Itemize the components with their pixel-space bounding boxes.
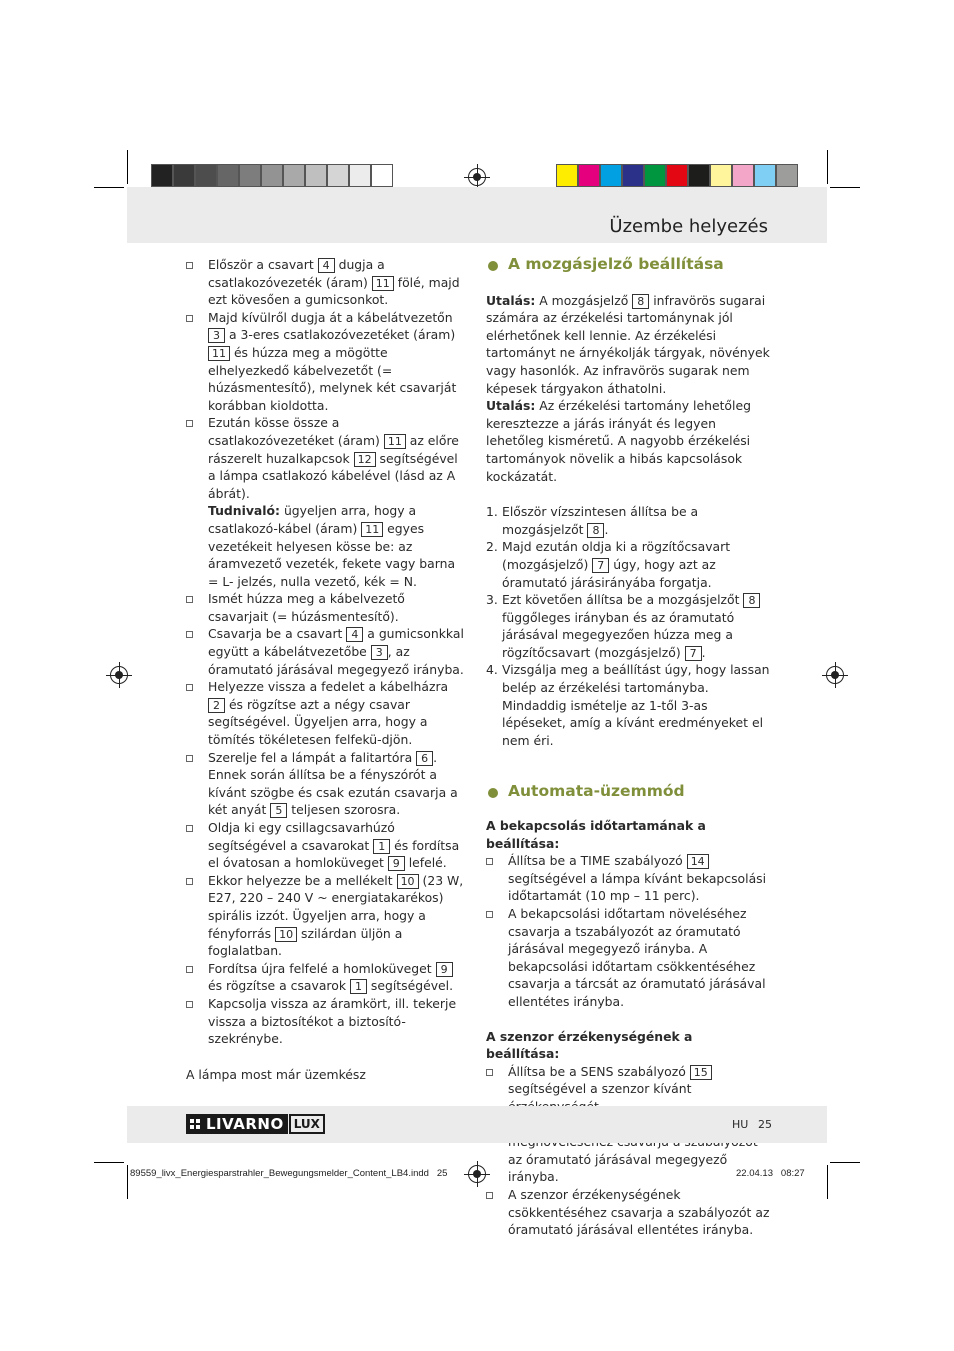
- part-reference-number: 5: [270, 803, 287, 818]
- bold-label: Utalás:: [486, 398, 536, 414]
- part-reference-number: 10: [275, 927, 297, 942]
- registration-mark-icon: [468, 168, 486, 186]
- part-reference-number: 14: [687, 854, 709, 869]
- part-reference-number: 11: [361, 522, 383, 537]
- color-swatch: [195, 164, 217, 187]
- bullet-icon: [488, 788, 498, 798]
- crop-mark: [827, 1165, 828, 1199]
- section-title-motion-sensor: A mozgásjelző beállítása: [486, 256, 770, 274]
- color-swatch: [644, 164, 666, 187]
- list-item: Állítsa be a TIME szabályozó 14 segítségével a lámpa kívánt bekapcsolási időtartamát (10 mp – 11 perc).: [486, 852, 770, 905]
- color-swatch: [776, 164, 798, 187]
- numbered-item: 3. Ezt követően állítsa be a mozgásjelzőt 8 függőleges irányban és az óramutató járásával megegyezően húzza meg a rögzítőcsavart (mozgásjelző) 7 .: [486, 591, 770, 661]
- color-swatch: [732, 164, 754, 187]
- checkbox-bullet-icon: [186, 315, 193, 322]
- item-number: 2.: [486, 539, 498, 555]
- list-item: az óramutató járásával megegyező irányba.: [486, 1116, 770, 1186]
- color-swatch: [622, 164, 644, 187]
- checkbox-bullet-icon: [186, 966, 193, 973]
- color-swatch: [578, 164, 600, 187]
- item-number: 3.: [486, 592, 498, 608]
- part-reference-number: 8: [587, 523, 604, 538]
- part-reference-number: 9: [388, 856, 405, 871]
- notes: [486, 292, 770, 486]
- part-reference-number: 7: [685, 646, 702, 661]
- closing-text: A lámpa most már üzemkész: [186, 1066, 366, 1082]
- subsection-title-duration: A bekapcsolás időtartamának a beállítása:: [486, 818, 706, 851]
- part-reference-number: 9: [436, 962, 453, 977]
- note-paragraph: Utalás: Az érzékelési tartomány lehetőleg keresztezze a járás irányát és legyen lehetőleg kisméretű. A nagyobb érzékelési tartományok növelik a hibás kapcsolások kockázatát.: [486, 398, 751, 484]
- checkbox-bullet-icon: [486, 1192, 493, 1199]
- list-item: Csavarja be a csavart 4 a gumicsonkkal együtt a kábelátvezetőbe 3 , az óramutató járásával megegyező irányba.: [186, 625, 468, 678]
- part-reference-number: 1: [373, 839, 390, 854]
- checkbox-bullet-icon: [186, 684, 193, 691]
- numbered-steps: [486, 503, 770, 749]
- part-reference-number: 4: [346, 627, 363, 642]
- list-item: Helyezze vissza a fedelet a kábelházra 2 és rögzítse azt a négy csavar segítségével. Ügyeljen arra, hogy a tömítés tökéletesen felfekü-djön.: [186, 678, 468, 748]
- list-item: Ezután kösse össze a csatlakozóvezetéket (áram) 11 az előre rászerelt huzalkapcsok 12 segítségével a lámpa csatlakozó kábelével (lásd az A ábrát).: [186, 414, 468, 502]
- page-number: 25: [758, 1118, 772, 1131]
- sensitivity-steps: [486, 1063, 770, 1239]
- color-swatch: [217, 164, 239, 187]
- part-reference-number: 8: [743, 593, 760, 608]
- part-reference-number: 7: [592, 558, 609, 573]
- crop-mark: [127, 150, 128, 184]
- part-reference-number: 11: [384, 434, 406, 449]
- logo-squares-icon: [190, 1119, 200, 1129]
- part-reference-number: 10: [397, 874, 419, 889]
- checkbox-bullet-icon: [186, 420, 193, 427]
- checkbox-bullet-icon: [186, 878, 193, 885]
- part-reference-number: 1: [350, 979, 367, 994]
- color-swatch: [327, 164, 349, 187]
- note-paragraph: Utalás: A mozgásjelző 8 infravörös sugarai számára az érzékelési tartománynak jól elérhetőnek kell lennie. Az érzékelési tartományt ne árnyékolják tárgyak, növények vagy hasonlók. Az infravörös sugarak nem képesek tárgyakon áthatolni.: [486, 292, 770, 396]
- duration-steps: [486, 852, 770, 1010]
- list-item: Ekkor helyezze be a mellékelt 10 (23 W, E27, 220 – 240 V ~ energiatakarékos) spirális izzót. Ügyeljen arra, hogy a fényforrás 10 szilárdan üljön a foglalatban.: [186, 872, 468, 960]
- slug-filename: 89559_livx_Energiesparstrahler_Bewegungsmelder_Content_LB4.indd 25: [130, 1168, 448, 1179]
- part-reference-number: 15: [690, 1065, 712, 1080]
- color-swatch: [371, 164, 393, 187]
- color-swatch: [305, 164, 327, 187]
- right-column: [486, 256, 770, 1239]
- page-title: Üzembe helyezés: [609, 216, 768, 237]
- color-swatch: [754, 164, 776, 187]
- part-reference-number: 3: [371, 645, 388, 660]
- list-item: Tudnivaló: ügyeljen arra, hogy a csatlakozó-kábel (áram) 11 egyes vezetékeit helyesen kösse be: az áramvezető vezeték, fekete vagy barna = L- jelzés, nulla vezető, kék = N.: [208, 503, 456, 589]
- list-item: Szerelje fel a lámpát a falitartóra 6 . Ennek során állítsa be a fényszórót a kívánt szögbe és csak ezután csavarja a két anyát 5 teljesen szorosra.: [186, 749, 468, 819]
- list-item: Fordítsa újra felfelé a homloküveget 9 és rögzítse a csavarok 1 segítségével.: [186, 960, 468, 995]
- checkbox-bullet-icon: [486, 858, 493, 865]
- part-reference-number: 3: [208, 328, 225, 343]
- color-swatch: [239, 164, 261, 187]
- crop-mark: [830, 187, 860, 188]
- bold-label: Utalás:: [486, 292, 536, 308]
- part-reference-number: 12: [354, 452, 376, 467]
- color-swatch: [666, 164, 688, 187]
- subsection-title-sensitivity: A szenzor érzékenységének a beállítása:: [486, 1028, 693, 1062]
- checkbox-bullet-icon: [186, 596, 193, 603]
- color-swatch: [173, 164, 195, 187]
- bold-label: Tudnivaló:: [208, 503, 281, 519]
- list-item: Állítsa be a SENS szabályozó 15 segítségével a szenzor kívánt: [486, 1063, 770, 1116]
- checkbox-bullet-icon: [486, 911, 493, 918]
- part-reference-number: 11: [208, 346, 230, 361]
- color-swatch: [261, 164, 283, 187]
- registration-mark-icon: [110, 666, 128, 684]
- color-swatch: [349, 164, 371, 187]
- checkbox-bullet-icon: [186, 825, 193, 832]
- item-number: 4.: [486, 662, 498, 678]
- list-item: Ismét húzza meg a kábelvezető csavarjait (= húzásmentesítő).: [186, 590, 468, 625]
- checkbox-bullet-icon: [186, 262, 193, 269]
- checkbox-bullet-icon: [186, 631, 193, 638]
- color-swatch: [556, 164, 578, 187]
- list-item: Először a csavart 4 dugja a csatlakozóvezeték (áram) 11 fölé, majd ezt kövesően a gumicsonkot.: [186, 256, 468, 309]
- crop-mark: [827, 150, 828, 184]
- slug-date: 22.04.13 08:27: [736, 1168, 805, 1179]
- section-title-auto-mode: Automata-üzemmód: [486, 783, 770, 801]
- crop-mark: [830, 1162, 860, 1163]
- registration-mark-icon: [468, 1165, 486, 1183]
- part-reference-number: 6: [416, 751, 433, 766]
- color-swatch: [283, 164, 305, 187]
- list-item: A bekapcsolási időtartam növeléséhez csavarja a tszabályozót az óramutató járásával megegyező irányba. A bekapcsolási időtartam csökkentéséhez csavarja a tárcsát az óramutató járásával ellentétes irányba.: [486, 905, 770, 1011]
- color-swatch: [688, 164, 710, 187]
- installation-steps: [186, 256, 468, 1048]
- crop-mark: [94, 187, 124, 188]
- language-code: HU: [732, 1118, 749, 1131]
- item-number: 1.: [486, 504, 498, 520]
- checkbox-bullet-icon: [186, 755, 193, 762]
- color-swatch: [710, 164, 732, 187]
- color-swatch: [151, 164, 173, 187]
- numbered-item: 2. Majd ezután oldja ki a rögzítőcsavart (mozgásjelző) 7 úgy, hogy azt az óramutató járásirányába forgatja.: [486, 539, 731, 590]
- crop-mark: [94, 1162, 124, 1163]
- left-column: [186, 256, 468, 1083]
- list-item: Majd kívülről dugja át a kábelátvezetőn 3 a 3-eres csatlakozóvezetéket (áram) 11 és húzza meg a mögötte elhelyezkedő kábelvezetőt (= húzásmentesítő), melynek két csavarját korábban kioldotta.: [186, 309, 468, 415]
- list-item: Kapcsolja vissza az áramkört, ill. tekerje vissza a biztosítékot a biztosító-szekrénybe.: [186, 995, 468, 1048]
- part-reference-number: 11: [372, 276, 394, 291]
- checkbox-bullet-icon: [486, 1069, 493, 1076]
- part-reference-number: 4: [318, 258, 335, 273]
- list-item: A szenzor érzékenységének csökkentéséhez csavarja a szabályozót az óramutató járásával ellentétes irányba.: [486, 1186, 770, 1239]
- numbered-item: 1. Először vízszintesen állítsa be a mozgásjelzőt 8 .: [486, 504, 699, 537]
- checkbox-bullet-icon: [186, 1001, 193, 1008]
- registration-mark-icon: [826, 666, 844, 684]
- brand-logo: LIVARNO LUX: [186, 1114, 325, 1134]
- part-reference-number: 2: [208, 698, 225, 713]
- numbered-item: 4. Vizsgálja meg a beállítást úgy, hogy lassan belép az érzékelési tartományba. Mindaddig ismételje az 1-től 3-as lépéseket, amíg a kívánt eredményeket el nem éri.: [486, 662, 770, 748]
- color-swatch: [600, 164, 622, 187]
- part-reference-number: 8: [632, 294, 649, 309]
- crop-mark: [127, 1165, 128, 1199]
- bullet-icon: [488, 261, 498, 271]
- list-item: Oldja ki egy csillagcsavarhúzó segítségével a csavarokat 1 és fordítsa el óvatosan a homloküveget 9 lefelé.: [186, 819, 468, 872]
